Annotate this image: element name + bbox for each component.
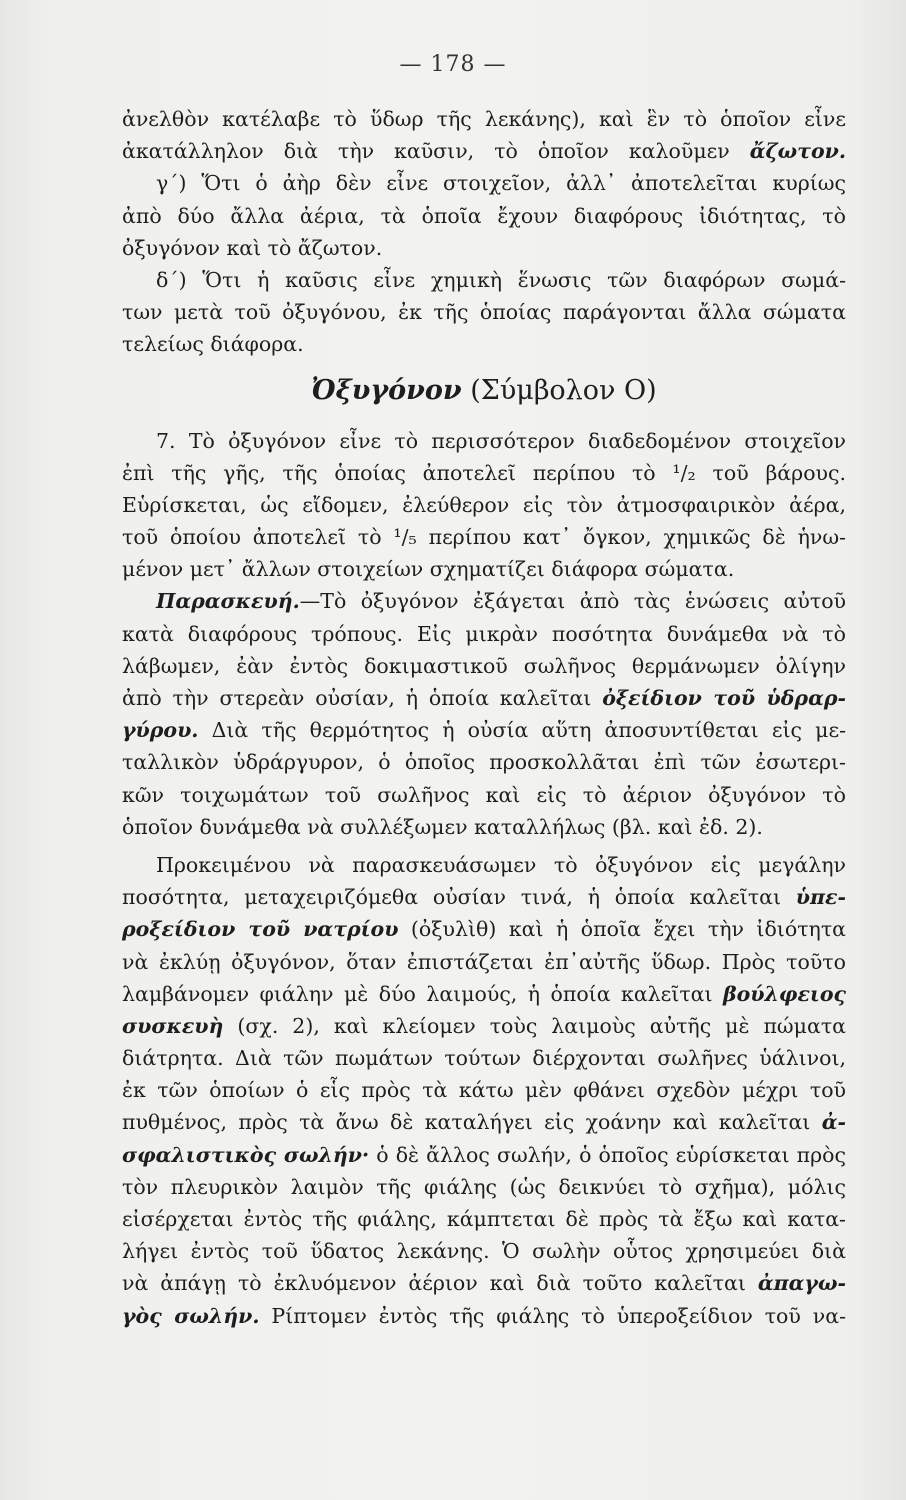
line-text: λαμβάνομεν φιάλην μὲ δύο λαιμούς, ἡ ὁποία καλεῖται xyxy=(122,981,724,1006)
text-line xyxy=(122,1267,846,1299)
text-line: τὸν πλευρικὸν λαιμὸν τῆς φιάλης (ὡς δεικνύει τὸ σχῆμα), μόλις xyxy=(122,1174,846,1199)
line-text: —Τὸ ὀξυγόνον ἐξάγεται ἀπὸ τὰς ἑνώσεις αὐτοῦ xyxy=(299,589,846,614)
text-line: Εὑρίσκεται, ὡς εἴδομεν, ἐλεύθερον εἰς τὸν ἀτμοσφαιρικὸν ἀέρα, xyxy=(122,492,846,517)
term-oxeidion: ὀξείδιον τοῦ ὑδραρ- xyxy=(602,686,846,710)
text-line: δ΄) Ὅτι ἡ καῦσις εἶνε χημικὴ ἕνωσις τῶν διαφόρων σωμά- xyxy=(156,267,846,292)
line-text: ἀκατάλληλον διὰ τὴν καῦσιν, τὸ ὁποῖον καλοῦμεν xyxy=(122,139,750,164)
text-line xyxy=(122,913,846,945)
text-line xyxy=(122,714,846,746)
term-paraskevi: Παρασκευή. xyxy=(156,589,300,614)
body-text xyxy=(122,103,846,1332)
text-line xyxy=(122,1010,846,1042)
text-line xyxy=(122,585,846,617)
term-azoton: ἄζωτον. xyxy=(749,139,846,164)
term-syskevi: συσκευὴ xyxy=(122,1013,224,1038)
term-apagogos: ἀπαγω- xyxy=(757,1271,846,1296)
line-text: (σχ. 2), καὶ κλείομεν τοὺς λαιμοὺς αὐτῆς μὲ πώματα xyxy=(223,1013,846,1038)
text-line: γ΄) Ὅτι ὁ ἀὴρ δὲν εἶνε στοιχεῖον, ἀλλ᾽ ἀποτελεῖται κυρίως xyxy=(156,171,846,196)
text-line: των μετὰ τοῦ ὀξυγόνου, ἐκ τῆς ὁποίας παράγονται ἄλλα σώματα xyxy=(122,300,846,325)
line-text: ἀπὸ τὴν στερεὰν οὐσίαν, ἡ ὁποία καλεῖται xyxy=(122,686,603,710)
page-number: — 178 — xyxy=(399,52,507,77)
text-line xyxy=(122,682,846,714)
text-line xyxy=(122,1106,846,1138)
term-oxeidion-cont: γύρου. xyxy=(122,718,199,743)
term-apagogos-cont: γὸς σωλήν. xyxy=(122,1303,260,1328)
text-line: λήγει ἐντὸς τοῦ ὕδατος λεκάνης. Ὁ σωλὴν οὗτος χρησιμεύει διὰ xyxy=(122,1239,846,1264)
text-line: Προκειμένου νὰ παρασκευάσωμεν τὸ ὀξυγόνον εἰς μεγάλην xyxy=(156,852,846,877)
text-line: ἀνελθὸν κατέλαβε τὸ ὕδωρ τῆς λεκάνης), καὶ ἓν τὸ ὁποῖον εἶνε xyxy=(122,107,846,131)
section-heading xyxy=(122,365,846,417)
text-line: τελείως διάφορα. xyxy=(122,332,304,357)
text-line: ταλλικὸν ὑδράργυρον, ὁ ὁποῖος προσκολλᾶται ἐπὶ τῶν ἐσωτερι- xyxy=(122,750,846,775)
heading-symbol: (Σύμβολον Ο) xyxy=(470,374,657,406)
text-line xyxy=(122,135,846,167)
term-yperoxeidion-cont: ροξείδιον τοῦ νατρίου xyxy=(122,917,399,942)
text-line xyxy=(122,881,846,913)
line-text: νὰ ἀπάγῃ τὸ ἐκλυόμενον ἀέριον καὶ διὰ τοῦτο καλεῖται xyxy=(122,1271,758,1296)
line-text: Διὰ τῆς θερμότητος ἡ οὐσία αὕτη ἀποσυντίθεται εἰς με- xyxy=(198,718,846,743)
line-text: ὁ δὲ ἄλλος σωλήν, ὁ ὁποῖος εὑρίσκεται πρὸς xyxy=(369,1142,846,1167)
line-text: Ρίπτομεν ἐντὸς τῆς φιάλης τὸ ὑπεροξείδιον τοῦ να- xyxy=(259,1303,847,1328)
term-yperoxeidion: ὑπε- xyxy=(795,885,846,910)
text-line: διάτρητα. Διὰ τῶν πωμάτων τούτων διέρχονται σωλῆνες ὑάλινοι, xyxy=(122,1046,846,1071)
text-line: εἰσέρχεται ἐντὸς τῆς φιάλης, κάμπτεται δὲ πρὸς τὰ ἔξω καὶ κατα- xyxy=(122,1207,846,1231)
text-line xyxy=(122,1139,846,1171)
text-line xyxy=(122,1300,846,1332)
term-voulfeios: βούλφειος xyxy=(723,981,846,1006)
term-asfalistikos: ἀ- xyxy=(821,1110,846,1135)
line-text: ποσότητα, μεταχειριζόμεθα οὐσίαν τινά, ἡ ὁποία καλεῖται xyxy=(122,885,796,910)
line-text: (ὀξυλὶθ) καὶ ἡ ὁποῖα ἔχει τὴν ἰδιότητα xyxy=(398,917,846,942)
heading-title: Ὀξυγόνον xyxy=(311,374,462,406)
text-line: τοῦ ὁποίου ἀποτελεῖ τὸ ¹/₅ περίπου κατ᾽ ὄγκον, χημικῶς δὲ ἡνω- xyxy=(122,525,846,550)
text-line: ἀπὸ δύο ἄλλα ἀέρια, τὰ ὁποῖα ἔχουν διαφόρους ἰδιότητας, τὸ xyxy=(122,203,846,228)
text-line: νὰ ἐκλύῃ ὀξυγόνον, ὅταν ἐπιστάζεται ἐπ᾽αὐτῆς ὕδωρ. Πρὸς τοῦτο xyxy=(122,949,846,974)
text-line xyxy=(122,978,846,1010)
text-line: ἐπὶ τῆς γῆς, τῆς ὁποίας ἀποτελεῖ περίπου τὸ ¹/₂ τοῦ βάρους. xyxy=(122,460,846,485)
text-line: κατὰ διαφόρους τρόπους. Εἰς μικρὰν ποσότητα δυνάμεθα νὰ τὸ xyxy=(122,621,846,646)
text-line: ὀξυγόνον καὶ τὸ ἄζωτον. xyxy=(122,235,383,260)
text-line: ὁποῖον δυνάμεθα νὰ συλλέξωμεν καταλλήλως (βλ. καὶ ἐδ. 2). xyxy=(122,814,763,839)
text-line: ἐκ τῶν ὁποίων ὁ εἷς πρὸς τὰ κάτω μὲν φθάνει σχεδὸν μέχρι τοῦ xyxy=(122,1078,846,1103)
text-line: 7. Τὸ ὀξυγόνον εἶνε τὸ περισσότερον διαδεδομένον στοιχεῖον xyxy=(156,428,846,453)
text-line: λάβωμεν, ἐὰν ἐντὸς δοκιμαστικοῦ σωλῆνος θερμάνωμεν ὀλίγην xyxy=(122,653,846,678)
text-line: κῶν τοιχωμάτων τοῦ σωλῆνος καὶ εἰς τὸ ἀέριον ὀξυγόνον τὸ xyxy=(122,782,846,807)
line-text: πυθμένος, πρὸς τὰ ἄνω δὲ καταλήγει εἰς χοάνην καὶ καλεῖται xyxy=(122,1110,822,1135)
term-asfalistikos-cont: σφαλιστικὸς σωλήν· xyxy=(122,1142,370,1167)
text-line: μένον μετ᾽ ἄλλων στοιχείων σχηματίζει διάφορα σώματα. xyxy=(122,557,735,582)
